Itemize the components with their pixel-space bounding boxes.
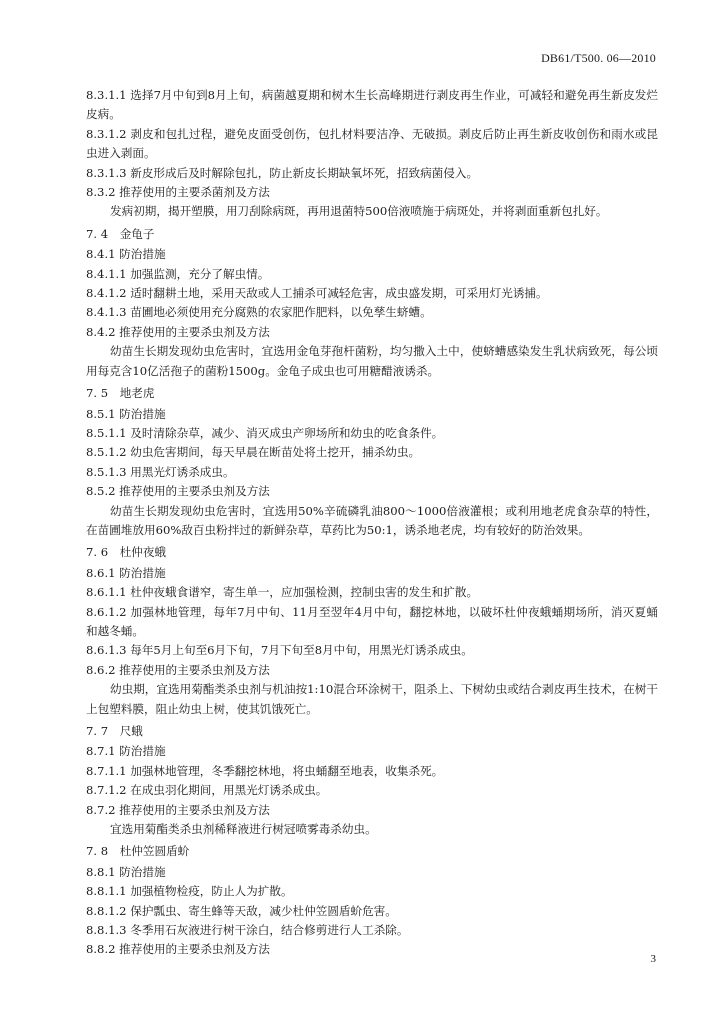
paragraph: 8.3.1.2 剥皮和包扎过程，避免皮面受创伤，包扎材料要洁净、无破损。剥皮后防止再生新皮收创伤和雨水或昆虫进入剥面。 (86, 126, 658, 161)
text-line: 8.5.1 防治措施 (86, 406, 166, 421)
text-line: 8.8.2 推荐使用的主要杀虫剂及方法 (86, 942, 270, 957)
text-line: 8.4.2 推荐使用的主要杀虫剂及方法 (86, 324, 270, 339)
paragraph: 8.3.1.1 选择7月中旬到8月上旬，病菌越夏期和树木生长高峰期进行剥皮再生作业，可减轻和避免再生新皮发烂皮病。 (86, 88, 658, 122)
section-heading: 7. 4 金龟子 (86, 226, 155, 241)
text-line: 8.5.1.2 幼虫危害期间，每天早晨在断苗处将土挖开，捕杀幼虫。 (86, 445, 421, 460)
document-body (86, 86, 658, 960)
text-line: 8.6.2 推荐使用的主要杀虫剂及方法 (86, 662, 270, 677)
text-line: 8.8.1.3 冬季用石灰液进行树干涂白，结合修剪进行人工杀除。 (86, 923, 409, 938)
section-heading: 7. 7 尺蛾 (86, 724, 143, 738)
text-line: 8.7.2 推荐使用的主要杀虫剂及方法 (86, 802, 270, 817)
text-line: 8.5.1.3 用黑光灯诱杀成虫。 (86, 464, 235, 479)
document-number-header: DB61/T500. 06—2010 (541, 51, 656, 65)
text-line: 8.8.1.2 保护瓢虫、寄生蜂等天敌，减少杜仲笠圆盾蚧危害。 (86, 903, 397, 918)
text-line: 8.8.1.1 加强植物检疫，防止人为扩散。 (86, 884, 293, 899)
text-line: 8.6.1 防治措施 (86, 565, 166, 580)
text-line: 8.3.1.3 新皮形成后及时解除包扎，防止新皮长期缺氧坏死，招致病菌侵入。 (86, 165, 479, 180)
section-heading: 7. 6 杜仲夜蛾 (86, 545, 167, 560)
paragraph: 8.6.1.2 加强林地管理，每年7月中旬、11月至翌年4月中旬，翻挖林地，以破坏杜仲夜蛾蛹期场所，消灭夏蛹和越冬蛹。 (86, 604, 658, 638)
text-line: 8.7.1.1 加强林地管理，冬季翻挖林地，将虫蛹翻至地表，收集杀死。 (86, 763, 444, 778)
indented-paragraph: 宜选用菊酯类杀虫剂稀释液进行树冠喷雾毒杀幼虫。 (110, 822, 377, 837)
section-heading: 7. 5 地老虎 (86, 386, 155, 401)
indented-paragraph: 幼苗生长期发现幼虫危害时，宜选用金龟芽孢杆菌粉，均匀撒入土中，使蛴螬感染发生乳状病致死，每公顷用每克含10亿活孢子的菌粉1500g。金龟子成虫也可用糖醋液诱杀。 (86, 344, 658, 378)
text-line: 8.7.1.2 在成虫羽化期间，用黑光灯诱杀成虫。 (86, 783, 328, 798)
text-line: 8.4.1.1 加强监测，充分了解虫情。 (86, 266, 270, 281)
text-line: 8.4.1.3 苗圃地必须使用充分腐熟的农家肥作肥料，以免孳生蛴螬。 (86, 305, 432, 320)
text-line: 8.5.2 推荐使用的主要杀虫剂及方法 (86, 484, 270, 499)
text-line: 8.6.1.3 每年5月上旬至6月下旬，7月下旬至8月中旬，用黑光灯诱杀成虫。 (86, 643, 473, 658)
text-line: 8.6.1.1 杜仲夜蛾食谱窄，寄生单一，应加强检测，控制虫害的发生和扩散。 (86, 585, 479, 600)
text-line: 8.7.1 防治措施 (86, 744, 166, 759)
text-line: 8.8.1 防治措施 (86, 864, 166, 879)
text-line: 8.4.1 防治措施 (86, 247, 166, 262)
indented-paragraph: 幼苗生长期发现幼虫危害时，宜选用50%辛硫磷乳油800～1000倍液灌根；或利用地老虎食杂草的特性，在苗圃堆放用60%敌百虫粉拌过的新鲜杂草，草药比为50:1，诱杀地老虎，均有较好的防治效果。 (86, 503, 658, 537)
indented-paragraph: 发病初期，揭开塑膜，用刀刮除病斑，再用退菌特500倍液喷施于病斑处，并将剥面重新包扎好。 (110, 204, 608, 219)
text-line: 8.3.2 推荐使用的主要杀菌剂及方法 (86, 185, 270, 200)
text-line: 8.5.1.1 及时清除杂草，减少、消灭成虫产卵场所和幼虫的吃食条件。 (86, 425, 444, 440)
text-line: 8.4.1.2 适时翻耕土地，采用天敌或人工捕杀可减轻危害，成虫盛发期，可采用灯光诱捕。 (86, 286, 548, 301)
page-number: 3 (650, 953, 656, 965)
indented-paragraph: 幼虫期，宜选用菊酯类杀虫剂与机油按1:10混合环涂树干，阻杀上、下树幼虫或结合剥皮再生技术，在树干上包塑料膜，阻止幼虫上树，使其饥饿死亡。 (86, 682, 658, 716)
section-heading: 7. 8 杜仲笠圆盾蚧 (86, 844, 190, 859)
